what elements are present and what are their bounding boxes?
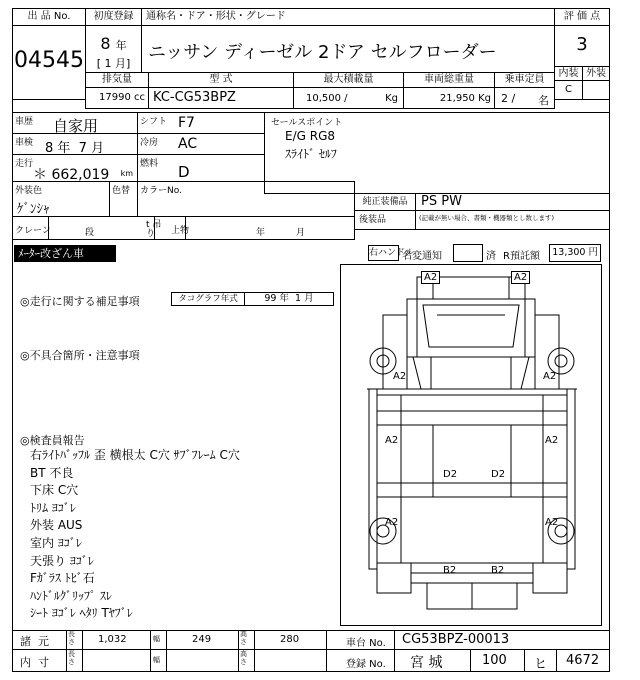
- ac-label: 冷房: [140, 138, 159, 148]
- tacho-value-cell: [244, 292, 334, 306]
- inspector-line: ﾄﾘﾑ ﾖｺﾞﾚ: [30, 500, 76, 515]
- model-info-label-cell: [141, 8, 555, 26]
- inspector-line: 外装 AUS: [30, 518, 83, 533]
- mileage-cell: [12, 154, 138, 182]
- damage-mark-b2-right: B2: [491, 565, 505, 576]
- max-load-label: 最大積載量: [323, 74, 374, 85]
- inspector-line: BT 不良: [30, 465, 74, 480]
- meter-tamper-text: ﾒｰﾀｰ改ざん車: [18, 247, 84, 260]
- tacho-label-cell: [171, 292, 245, 306]
- exterior-label-cell: [582, 66, 610, 81]
- displacement-cell: [85, 87, 149, 109]
- model-info-label: 通称名・ドア・形状・グレード: [146, 11, 286, 22]
- year-unit: 年: [115, 39, 127, 52]
- driving-notes-label: ◎走行に関する補足事項: [20, 295, 140, 308]
- score-value: 3: [576, 34, 588, 55]
- crane-label: クレーン: [15, 226, 51, 236]
- year-number: 8: [100, 34, 111, 53]
- displacement-value: 17990 cc: [99, 92, 145, 103]
- ac-value: AC: [178, 136, 198, 152]
- ext-color-value: ｹﾞﾝｼｬ: [17, 202, 50, 217]
- vehicle-name-cell: [141, 25, 555, 73]
- sales-point-line-1: E/G RG8: [285, 129, 336, 143]
- recycle-fee-cell: [549, 244, 601, 262]
- color-code-label: カラーNo.: [140, 186, 182, 196]
- crane-row: [12, 216, 355, 240]
- damage-mark-d2-left: D2: [443, 469, 458, 480]
- ac-cell: [137, 133, 265, 155]
- exterior-grade-cell: [582, 80, 610, 100]
- gatsu-label: 月: [296, 228, 306, 238]
- aftermarket-label-cell: [354, 210, 416, 230]
- reg-number: 4672: [566, 653, 600, 668]
- width-value: 249: [192, 634, 212, 645]
- width-label: 幅: [153, 635, 160, 643]
- capacity-cell: [494, 87, 555, 109]
- chassis-value: CG53BPZ-00013: [402, 632, 510, 647]
- lot-number: 04545: [14, 48, 84, 73]
- type-value: KC-CG53BPZ: [153, 90, 236, 105]
- genuine-cell: [415, 193, 610, 211]
- mileage-unit: km: [120, 169, 133, 178]
- length-value: 1,032: [98, 634, 127, 645]
- reg-region: 宮 城: [410, 655, 443, 671]
- footer-div-1: [66, 630, 67, 672]
- fuel-cell: [137, 154, 265, 182]
- inner-dims-label: 内 寸: [20, 656, 49, 669]
- inspector-report-label: ◎検査員報告: [20, 434, 85, 447]
- capacity-label: 乗車定員: [504, 74, 545, 85]
- genuine-label-cell: [354, 193, 416, 211]
- footer-div-10: [524, 649, 525, 672]
- uemono-label: 上物: [171, 226, 190, 236]
- damage-mark-a2-left-front: A2: [393, 371, 407, 382]
- mileage-label: 走行: [15, 159, 34, 169]
- vehicle-name: ニッサン ディーゼル 2ドア セルフローダー: [148, 42, 497, 63]
- truck-diagram: [341, 265, 603, 627]
- ext-color-cell: [12, 181, 110, 217]
- height-value: 280: [280, 634, 300, 645]
- inspector-line: 室内 ﾖｺﾞﾚ: [30, 535, 82, 550]
- inner-height-label: 高さ: [240, 650, 247, 666]
- max-load-label-cell: [293, 72, 404, 88]
- lot-number-cell: [12, 25, 86, 100]
- aftermarket-cell: [415, 210, 610, 230]
- gross-weight-label: 車両総重量: [424, 74, 474, 85]
- fuel-value: D: [178, 163, 190, 181]
- inspector-line: 下床 C穴: [30, 483, 79, 498]
- lot-label-cell: [12, 8, 86, 26]
- inspector-line: ｼｰﾄ ﾖｺﾞﾚ ﾍﾀﾘ Tﾔﾌﾞﾚ: [30, 606, 133, 621]
- inspector-line: Fｶﾞﾗｽ ﾄﾋﾞ石: [30, 571, 95, 586]
- length-label: 長さ: [68, 630, 75, 646]
- interior-grade: C: [565, 84, 572, 95]
- damage-mark-a2-right-front: A2: [543, 371, 557, 382]
- exterior-label: 外装: [586, 68, 606, 79]
- max-load-cell: [293, 87, 404, 109]
- aftermarket-note: (記載が無い場合、書類・機器類とし数します): [419, 214, 555, 222]
- specs-label: 諸 元: [20, 635, 49, 648]
- name-change-label: 名変通知: [402, 251, 442, 262]
- footer-div-8: [394, 630, 395, 672]
- inspector-line: 右ﾗｲﾄﾊﾞｯﾌﾙ 歪 横根太 C穴 ｻﾌﾞﾌﾚｰﾑ C穴: [30, 448, 240, 462]
- interior-label-cell: [554, 66, 583, 81]
- history-value: 自家用: [53, 117, 99, 135]
- fuel-label: 燃料: [140, 159, 159, 169]
- genuine-value: PS PW: [421, 194, 462, 209]
- lot-label: 出 品 No.: [27, 11, 71, 22]
- history-label: 車歴: [15, 117, 34, 127]
- crane-divider-3: [185, 216, 186, 240]
- inspector-line: 天張り ﾖｺﾞﾚ: [30, 553, 94, 568]
- damage-mark-a2-top-right: A2: [511, 271, 530, 284]
- footer-div-7: [326, 630, 327, 672]
- sales-point-label: セールスポイント: [271, 118, 343, 128]
- displacement-label-cell: [85, 72, 149, 88]
- ext-color-label: 外装色: [15, 186, 43, 196]
- interior-label: 内装: [558, 68, 579, 79]
- name-change-box: [453, 244, 483, 262]
- sales-point-line-2: ｽﾗｲﾄﾞ ｾﾙﾌ: [285, 147, 337, 161]
- crane-divider-1: [48, 216, 49, 240]
- inspector-line: ﾊﾝﾄﾞﾙｸﾞﾘｯﾌﾟ ｽﾚ: [30, 588, 112, 603]
- recycle-fee-label: R預託額: [503, 251, 540, 262]
- dan-label: 段: [85, 228, 95, 238]
- type-label-cell: [148, 72, 294, 88]
- tacho-value: 99 年 1 月: [264, 293, 314, 304]
- score-label: 評 価 点: [563, 11, 601, 22]
- shift-label: シフト: [140, 117, 168, 127]
- capacity-value: 2 /: [501, 92, 516, 105]
- reg-label: 登録 No.: [346, 659, 386, 670]
- rhd-text: 右ハンドル: [369, 248, 415, 258]
- inspection-label: 車検: [15, 138, 34, 148]
- truck-diagram-frame: [340, 264, 602, 626]
- footer-div-11: [556, 649, 557, 672]
- displacement-label: 排気量: [102, 74, 132, 85]
- damage-mark-b2-left: B2: [443, 565, 457, 576]
- tacho-label: タコグラフ年式: [178, 294, 238, 304]
- type-cell: [148, 87, 294, 109]
- chassis-label: 車台 No.: [346, 638, 386, 649]
- inspection-value: 8 年 7 月: [45, 141, 105, 156]
- damage-mark-a2-top-left: A2: [421, 271, 440, 284]
- inspector-report: [30, 447, 240, 623]
- damage-mark-a2-right-side: A2: [545, 435, 559, 446]
- footer-div-4: [166, 630, 167, 672]
- year-cell: [85, 25, 142, 73]
- damage-mark-d2-right: D2: [491, 469, 506, 480]
- color-no-cell: [109, 181, 138, 217]
- reg-class: 100: [482, 653, 507, 668]
- rhd-cell: [368, 245, 415, 261]
- footer-div-3: [150, 630, 151, 672]
- gross-weight-value: 21,950 Kg: [439, 93, 491, 104]
- defects-label: ◎不具合箇所・注意事項: [20, 349, 140, 362]
- interior-grade-cell: [554, 80, 583, 100]
- height-label: 高さ: [240, 630, 247, 646]
- color-no-label: 色替: [112, 186, 131, 196]
- sales-point-cell: [264, 112, 610, 194]
- shift-cell: [137, 112, 265, 134]
- inspection-cell: [12, 133, 138, 155]
- score-cell: [554, 25, 610, 67]
- footer-div-6: [254, 630, 255, 672]
- inner-length-label: 長さ: [68, 650, 75, 666]
- damage-mark-a2-body-right: A2: [545, 517, 559, 528]
- year-value: [86, 34, 141, 53]
- reg-kana: ヒ: [534, 657, 548, 672]
- first-reg-label-cell: [85, 8, 142, 26]
- footer-row-2: [12, 649, 610, 672]
- damage-mark-a2-left-side: A2: [385, 435, 399, 446]
- score-label-cell: [554, 8, 610, 26]
- gross-weight-cell: [403, 87, 495, 109]
- capacity-label-cell: [494, 72, 555, 88]
- recycle-fee-value: 13,300 円: [552, 247, 598, 258]
- type-label: 型 式: [209, 74, 233, 85]
- history-cell: [12, 112, 138, 134]
- gross-weight-label-cell: [403, 72, 495, 88]
- max-load-unit: Kg: [385, 93, 398, 104]
- inner-width-label: 幅: [153, 656, 160, 664]
- damage-mark-a2-body-left: A2: [385, 517, 399, 528]
- month-value: [ 1 月]: [96, 57, 131, 70]
- meter-tamper-banner: [14, 245, 116, 262]
- recycle-done-label: 済: [486, 251, 496, 262]
- capacity-unit: 名: [538, 94, 549, 107]
- genuine-label: 純正装備品: [362, 197, 408, 207]
- aftermarket-label: 後装品: [359, 215, 387, 225]
- first-reg-label: 初度登録: [93, 11, 134, 22]
- footer-div-2: [82, 630, 83, 672]
- footer-div-9: [470, 649, 471, 672]
- mileage-value: ＊ 662,019: [33, 167, 110, 183]
- max-load-value: 10,500 /: [306, 93, 348, 104]
- crane-divider-2: [154, 216, 155, 240]
- tsuri-label: t 吊り: [146, 220, 162, 239]
- footer-div-5: [238, 630, 239, 672]
- nen-label: 年: [256, 228, 266, 238]
- shift-value: F7: [178, 115, 195, 131]
